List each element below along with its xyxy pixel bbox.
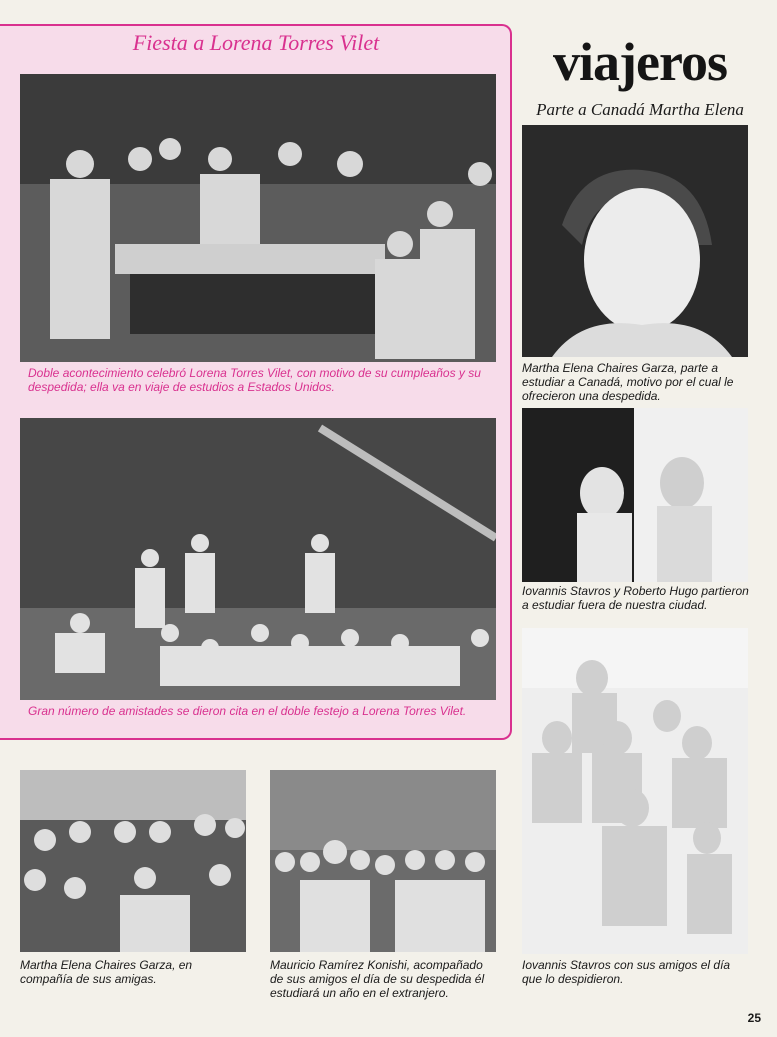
section-title: viajeros [553, 32, 727, 92]
caption-iovannis-friends: Iovannis Stavros con sus amigos el día que lo despidieron. [522, 958, 731, 986]
section-subtitle: Parte a Canadá Martha Elena [536, 100, 744, 119]
photo-iovannis-friends [522, 628, 748, 954]
caption-mauricio: Mauricio Ramírez Konishi, acompañado de sus amigos el día de su despedida él estudiará un año en el extranjero. [270, 958, 485, 1000]
photo-martha-friends [20, 770, 246, 952]
caption-garden: Gran número de amistades se dieron cita en el doble festejo a Lorena Torres Vilet. [28, 704, 467, 718]
caption-martha-friends: Martha Elena Chaires Garza, en compañía de sus amigas. [20, 958, 193, 986]
photo-martha-portrait [522, 125, 748, 357]
caption-iovannis-roberto: Iovannis Stavros y Roberto Hugo partieron a estudiar fuera de nuestra ciudad. [522, 584, 749, 612]
caption-birthday: Doble acontecimiento celebró Lorena Torres Vilet, con motivo de su cumpleaños y su despedida; ella va en viaje de estudios a Estados Unidos. [28, 366, 481, 394]
photo-birthday-table [20, 74, 496, 362]
feature-title: Fiesta a Lorena Torres Vilet [132, 30, 380, 55]
photo-iovannis-roberto [522, 408, 748, 582]
caption-martha-portrait: Martha Elena Chaires Garza, parte a estudiar a Canadá, motivo por el cual le ofrecieron una despedida. [522, 361, 734, 403]
page-number: 25 [747, 1011, 761, 1025]
photo-mauricio [270, 770, 496, 952]
photo-garden-group [20, 418, 496, 700]
